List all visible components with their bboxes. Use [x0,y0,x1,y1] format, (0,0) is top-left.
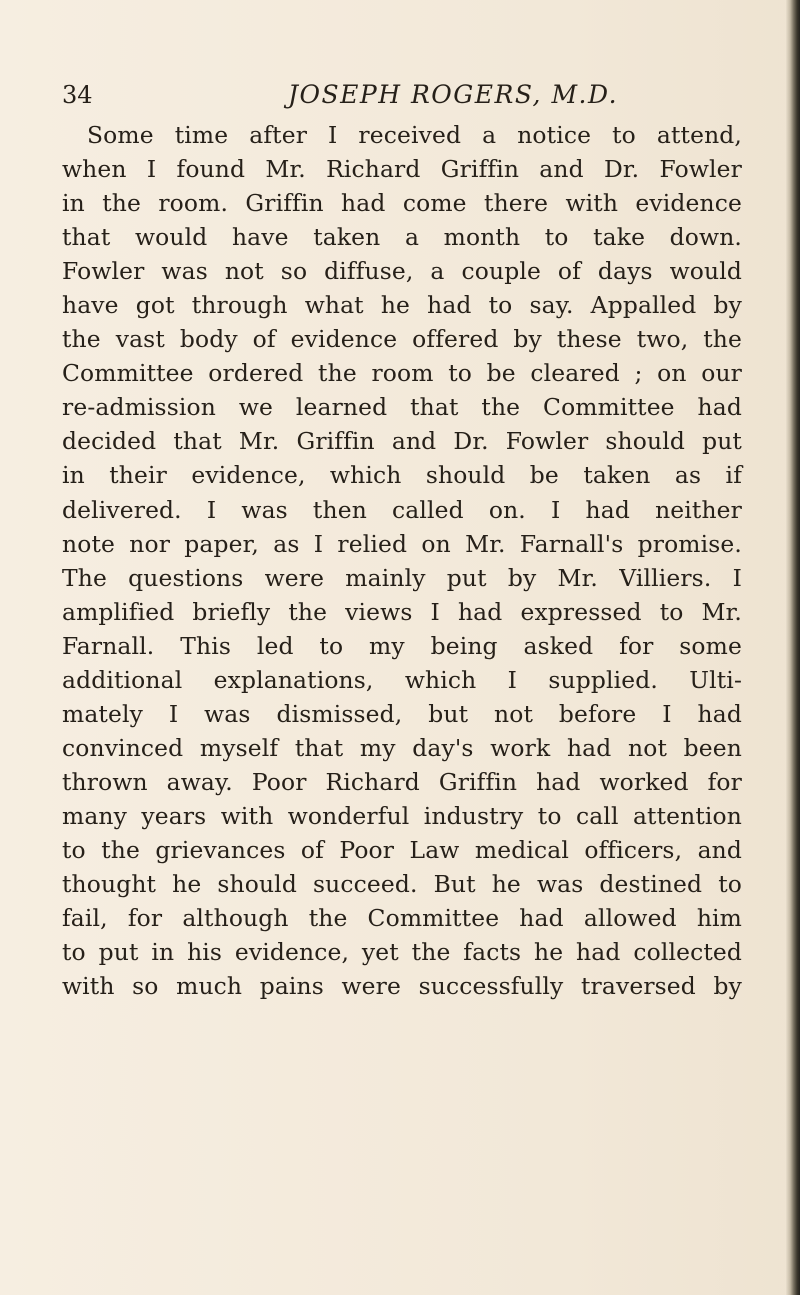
text-line: Farnall. This led to my being asked for some [62,631,742,660]
text-line: amplified briefly the views I had expressed to Mr. [62,597,742,626]
running-head: JOSEPH ROGERS, M.D. [288,80,619,109]
page-binding-edge [786,0,800,1295]
text-line: mately I was dismissed, but not before I had [62,699,742,728]
text-line: the vast body of evidence offered by these two, the [62,325,742,354]
text-line: with so much pains were successfully traversed by [62,972,742,1001]
text-line: The questions were mainly put by Mr. Villiers. I [62,563,742,592]
text-line: Committee ordered the room to be cleared ; on our [62,359,742,388]
page-header [62,80,702,114]
text-line: many years with wonderful industry to call attention [62,801,742,830]
text-line: to put in his evidence, yet the facts he had collected [62,938,742,967]
text-line: in the room. Griffin had come there with evidence [62,189,742,218]
text-line: Some time after I received a notice to attend, [87,121,742,149]
text-line: when I found Mr. Richard Griffin and Dr. Fowler [62,155,742,184]
text-line: convinced myself that my day's work had not been [62,733,742,762]
text-line: note nor paper, as I relied on Mr. Farnall's promise. [62,529,742,558]
text-line: that would have taken a month to take down. [62,223,742,252]
text-line: additional explanations, which I supplied. Ulti- [62,665,742,694]
text-line: in their evidence, which should be taken as if [62,461,742,490]
text-line: fail, for although the Committee had allowed him [62,904,742,933]
page-number: 34 [62,81,93,109]
text-line: thought he should succeed. But he was destined to [62,870,742,899]
text-line: Fowler was not so diffuse, a couple of days would [62,257,742,286]
text-line: delivered. I was then called on. I had neither [62,495,742,524]
text-line: thrown away. Poor Richard Griffin had worked for [62,767,742,796]
body-text [62,118,742,1003]
text-line: decided that Mr. Griffin and Dr. Fowler should put [62,427,742,456]
text-line: re-admission we learned that the Committee had [62,393,742,422]
text-line: to the grievances of Poor Law medical officers, and [62,835,742,864]
text-line: have got through what he had to say. Appalled by [62,291,742,320]
